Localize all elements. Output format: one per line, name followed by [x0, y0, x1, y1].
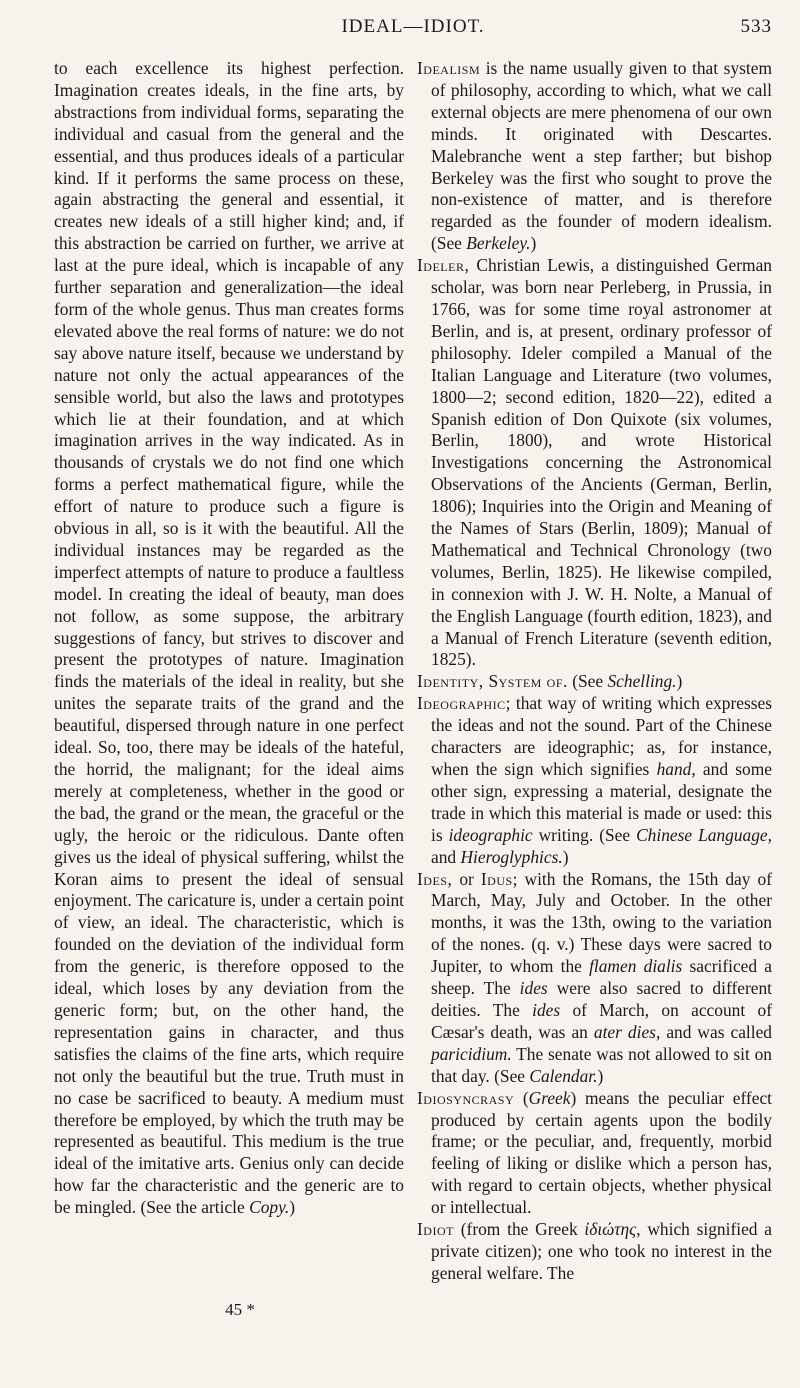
- entry-ides: Ides, or Idus; with the Romans, the 15th day of March, May, July and October. In the other months, it was the 13th, owing to the variation of the nones. (q. v.) These days were sacred to Jupiter, to whom the flamen dialis sacrificed a sheep. The ides were also sacred to different deities. The ides of March, on account of Cæsar's death, was an ater dies, and was called paricidium. The senate was not allowed to sit on that day. (See Calendar.): [417, 868, 773, 1086]
- left-column: [54, 58, 404, 1219]
- entry-ideler: Ideler, Christian Lewis, a distinguished German scholar, was born near Perleberg, in Prussia, in 1766, was for some time royal astronomer at Berlin, and is, at present, ordinary professor of philosophy. Ideler compiled a Manual of the Italian Language and Literature (two volumes, 1800—2; second edition, 1820—22), edited a Spanish edition of Don Quixote (six volumes, Berlin, 1800), and wrote Historical Investigations concerning the Astronomical Observations of the Ancients (German, Berlin, 1806); Inquiries into the Origin and Meaning of the Names of Stars (Berlin, 1809); Manual of Mathematical and Technical Chronology (two volumes, Berlin, 1825). He likewise compiled, in connexion with J. W. H. Nolte, a Manual of the English Language (fourth edition, 1823), and a Manual of French Literature (seventh edition, 1825).: [417, 255, 772, 670]
- right-column: [417, 58, 772, 1285]
- page-number: 533: [740, 16, 772, 37]
- running-head: IDEAL—IDIOT.: [341, 16, 485, 37]
- entry-idealism: Idealism is the name usually given to that system of philosophy, according to which, what we call external objects are mere phenomena of our own minds. It originated with Descartes. Malebranche went a step farther; but bishop Berkeley was the first who sought to prove the non-existence of matter, and is therefore regarded as the founder of modern idealism. (See Berkeley.): [417, 58, 772, 254]
- entry-ideographic: Ideographic; that way of writing which expresses the ideas and not the sound. Part of the Chinese characters are ideographic; as, for instance, when the sign which signifies hand, and some other sign, expressing a material, designate the trade in which this material is made or used: this is ideographic writing. (See Chinese Language, and Hieroglyphics.): [417, 693, 773, 867]
- entry-idiosyncrasy: Idiosyncrasy (Greek) means the peculiar effect produced by certain agents upon the bodily frame; or the peculiar, and, frequently, morbid feeling of liking or dislike which a person has, with regard to certain objects, whether physical or intellectual.: [417, 1087, 772, 1218]
- page-header: [54, 12, 772, 42]
- ideal-continuation-paragraph: to each excellence its highest perfection. Imagination creates ideals, in the fine arts, by abstractions from individual forms, separating the individual and casual from the general and the essential, and thus produces ideals of a particular kind. If it performs the same process on these, again abstracting the general and essential, it creates new ideals of a still higher kind; and, if this abstraction be carried on further, we arrive at last at the pure ideal, which is incapable of any further separation and generalization—the ideal form of the whole genus. Thus man creates forms elevated above the real forms of nature: we do not say above nature itself, because we understand by nature not only the actual appearances of the sensible world, but also the laws and prototypes which lie at their foundation, and at which imagination arrives in the way indicated. As in thousands of crystals we do not find one which forms a perfect mathematical figure, while the effort of nature to produce such a figure is obvious in all, so is it with the beautiful. All the individual instances may be regarded as the imperfect attempts of nature to produce a faultless model. In creating the ideal of beauty, man does not follow, as some suppose, the arbitrary suggestions of fancy, but strives to discover and present the prototypes of nature. Imagination finds the materials of the ideal in reality, but she unites the separate traits of the grand and the beautiful, dispersed through nature in one perfect ideal. So, too, there may be ideals of the hateful, the horrid, the malignant; for the ideal aims merely at completeness, whether in the good or the bad, the grand or the mean, the graceful or the ugly, the heroic or the ridiculous. Dante often gives us the ideal of physical suffering, whilst the Koran aims to present the ideal of sensual enjoyment. The caricature is, under a certain point of view, an ideal. The characteristic, which is founded on the deviation of the individual form from the generic, is therefore opposed to the ideal, which loses by any deviation from the generic form; but, on the other hand, the representation gains in character, and thus satisfies the claims of the fine arts, which require not only the beautiful but the true. Truth must in no case be sacrificed to beauty. A medium must therefore be employed, by which the truth may be represented as beautiful. This medium is the true ideal of the imitative arts. Genius only can decide how far the characteristic and the generic are to be mingled. (See the article Copy.): [54, 58, 404, 1218]
- signature-mark: 45 *: [225, 1300, 255, 1319]
- entry-identity: Identity, System of. (See Schelling.): [417, 671, 683, 692]
- entry-idiot: Idiot (from the Greek ἰδιώτης, which signified a private citizen); one who took no interest in the general welfare. The: [417, 1219, 772, 1283]
